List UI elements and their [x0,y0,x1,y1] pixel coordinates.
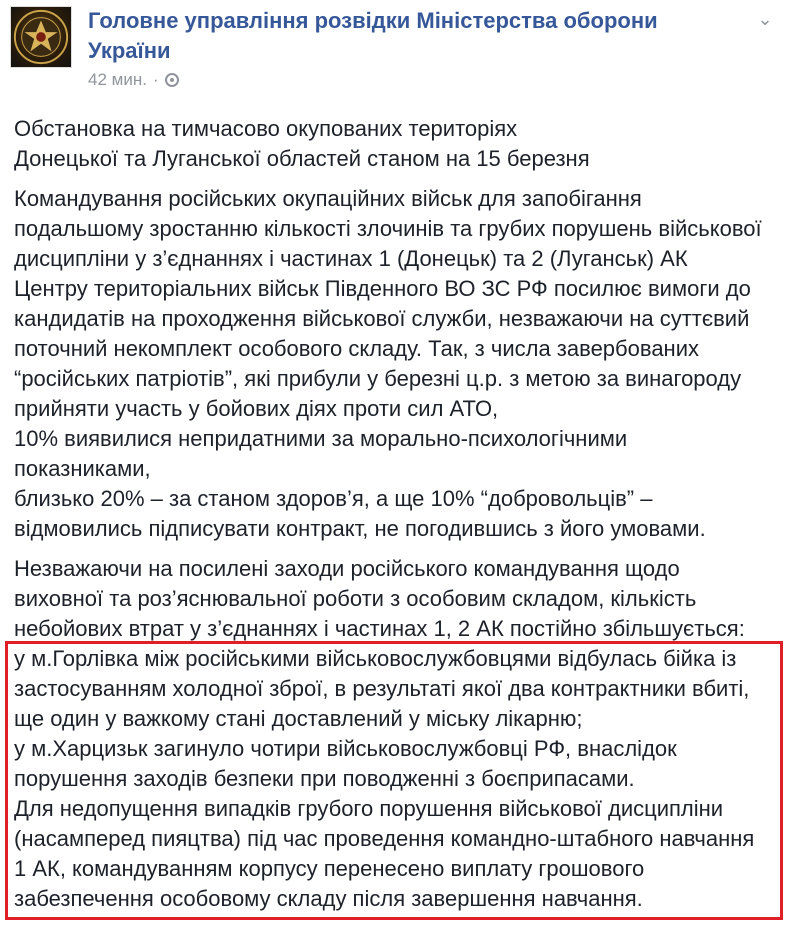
emblem-icon [11,7,71,67]
text-line: Командування російських окупаційних військ для запобігання [14,186,642,211]
text-line: близько 20% – за станом здоров’я, а ще 10% “добровольців” – [14,486,653,511]
post-header [0,0,796,100]
avatar[interactable] [10,6,72,68]
text-line: подальшому зростанню кількості злочинів та грубих порушень військової [14,216,762,241]
text-line: кандидатів на проходження військової служби, незважаючи на суттєвий [14,306,750,331]
text-line: показниками, [14,456,151,481]
post-title-line: Обстановка на тимчасово окупованих територіях [14,116,518,141]
text-line: 10% виявилися непридатними за морально-психологічними [14,426,628,451]
post-paragraph-1 [14,184,784,544]
text-line: виховної та роз’яснювальної роботи з особовим складом, кількість [14,586,697,611]
post-paragraph-2 [14,554,784,914]
text-line: небойових втрат у з’єднаннях і частинах 1, 2 АК постійно збільшується: [14,616,745,641]
post-meta [88,69,179,91]
page-name-link[interactable] [88,6,728,66]
text-line: поточний некомплект особового складу. Так, з числа завербованих [14,336,699,361]
page-name-line2: України [88,38,171,63]
text-line: дисципліни у з’єднаннях і частинах 1 (Донецьк) та 2 (Луганськ) АК [14,246,688,271]
text-line: забезпечення особовому складу після завершення навчання. [14,886,643,911]
text-line: відмовились підписувати контракт, не погодившись з його умовами. [14,516,706,541]
post-time[interactable]: 42 мин. [88,70,147,89]
text-line: “російських патріотів”, які прибули у березні ц.р. з метою за винагороду [14,366,742,391]
text-line: прийняти участь у бойових діях проти сил АТО, [14,396,499,421]
post-title-line: Донецької та Луганської областей станом на 15 березня [14,146,590,171]
text-line: ще один у важкому стані доставлений у міську лікарню; [14,706,583,731]
text-line: застосуванням холодної зброї, в результаті якої два контрактники вбиті, [14,676,750,701]
text-line: Для недопущення випадків грубого порушення військової дисципліни [14,796,724,821]
page-name-line1: Головне управління розвідки Міністерства оборони [88,8,658,33]
globe-icon[interactable] [165,73,179,87]
text-line: Незважаючи на посилені заходи російського командування щодо [14,556,680,581]
post-title [14,114,784,174]
text-line: (насамперед пияцтва) під час проведення командно-штабного навчання [14,826,755,851]
text-line: у м.Горлівка між російськими військовослужбовцями відбулась бійка із [14,646,737,671]
text-line: у м.Харцизьк загинуло чотири військовослужбовці РФ, внаслідок [14,736,677,761]
chevron-down-icon[interactable]: ⌄ [757,9,773,29]
text-line: порушення заходів безпеки при поводженні з боєприпасами. [14,766,635,791]
text-line: 1 АК, командуванням корпусу перенесено виплату грошового [14,856,645,881]
meta-separator: · [152,70,159,89]
post-body [14,114,784,924]
text-line: Центру територіальних військ Південного ВО ЗС РФ посилює вимоги до [14,276,751,301]
